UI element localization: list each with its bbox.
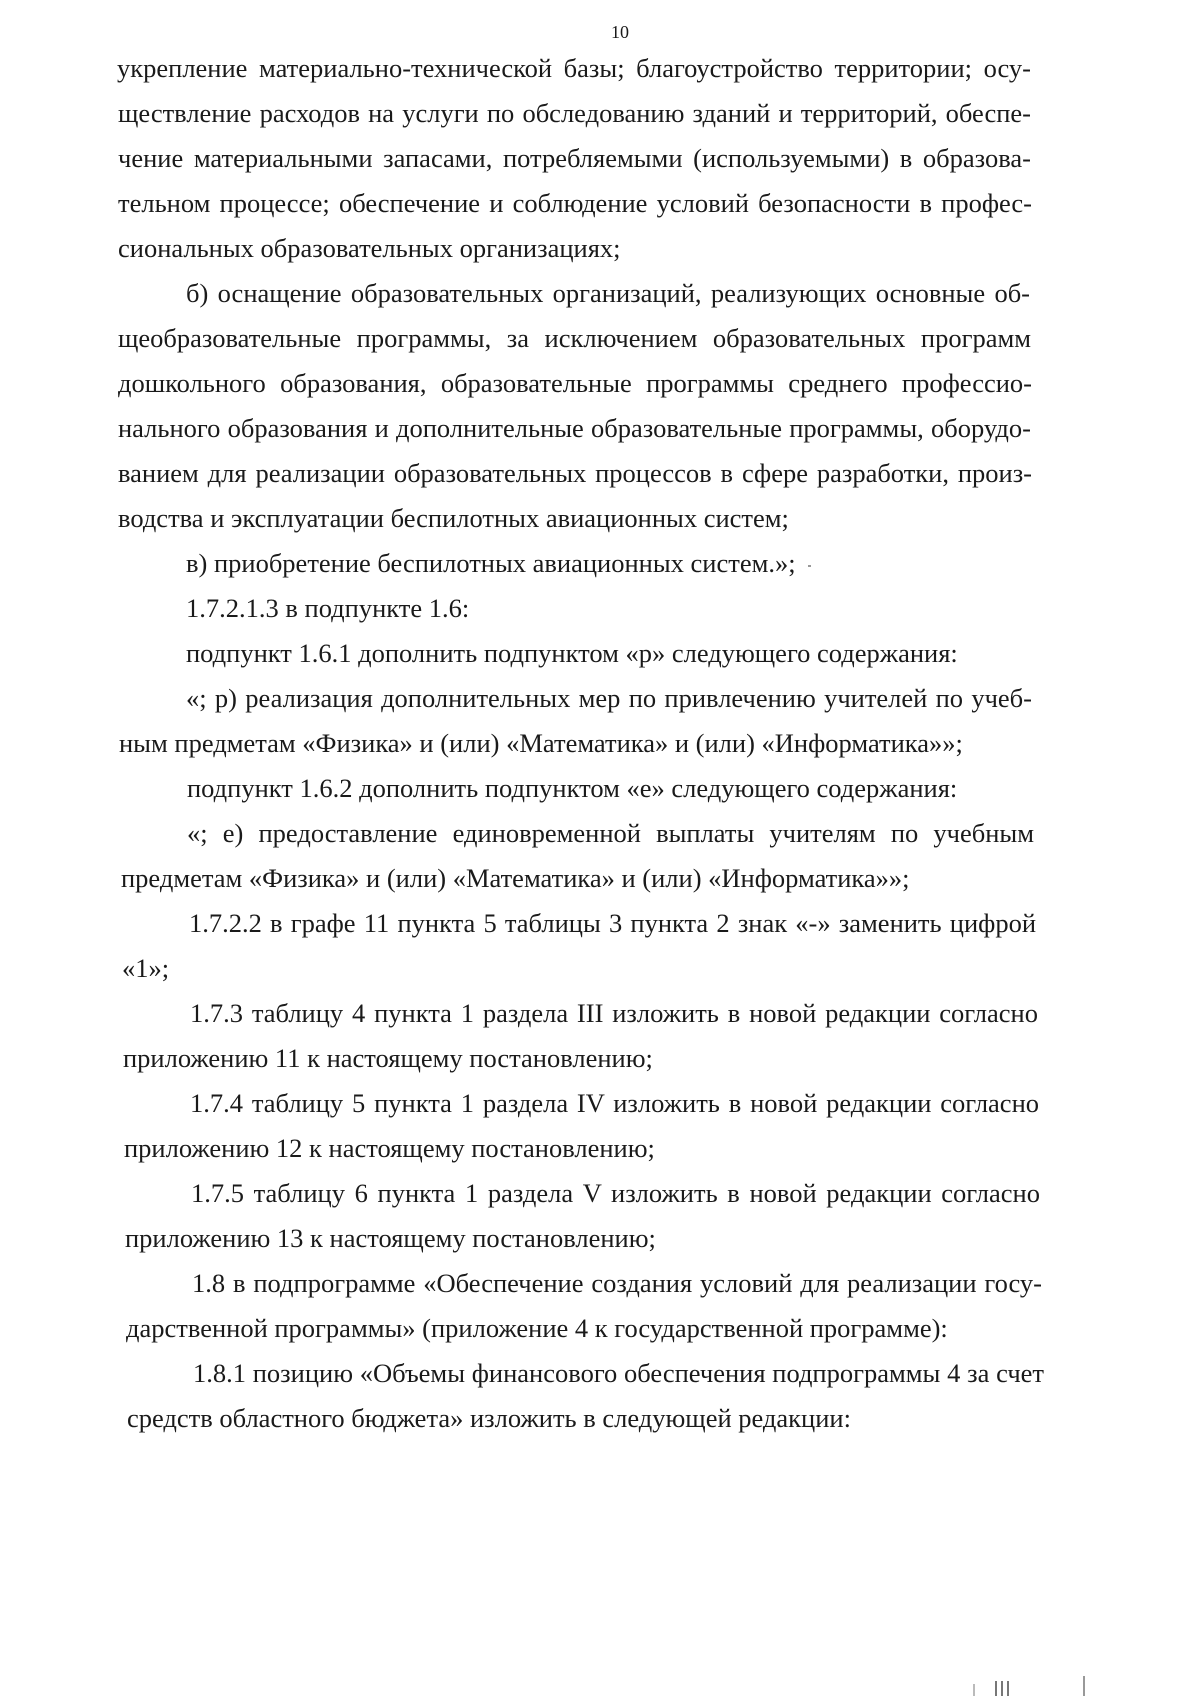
text-line: ванием для реализации образовательных процессов в сфере разработки, произ- <box>118 458 1032 488</box>
text-line: тельном процессе; обеспечение и соблюдение условий безопасности в профес- <box>118 188 1032 218</box>
text-line: чение материальными запасами, потребляемыми (используемыми) в образова- <box>118 143 1031 173</box>
text-line: подпункт 1.6.2 дополнить подпунктом «е» следующего содержания: <box>187 773 958 803</box>
text-line: б) оснащение образовательных организаций, реализующих основные об- <box>186 278 1030 308</box>
text-line: предметам «Физика» и (или) «Математика» и (или) «Информатика»»; <box>121 863 910 893</box>
text-line: укрепление материально-технической базы; благоустройство территории; осу- <box>117 53 1031 83</box>
text-line: водства и эксплуатации беспилотных авиационных систем; <box>118 503 789 533</box>
text-line: ным предметам «Физика» и (или) «Математика» и (или) «Информатика»»; <box>119 728 963 758</box>
text-line: приложению 11 к настоящему постановлению; <box>123 1043 653 1073</box>
text-line: 1.7.5 таблицу 6 пункта 1 раздела V изложить в новой редакции согласно <box>191 1178 1040 1208</box>
scan-mark <box>1007 1681 1009 1696</box>
scan-mark <box>1001 1681 1003 1696</box>
text-line: «1»; <box>122 953 170 983</box>
scan-speck <box>808 565 811 567</box>
text-line: дарственной программы» (приложение 4 к государственной программе): <box>126 1313 948 1343</box>
text-line: нального образования и дополнительные образовательные программы, оборудо- <box>118 413 1031 443</box>
text-line: ществление расходов на услуги по обследованию зданий и территорий, обеспе- <box>118 98 1031 128</box>
text-line: дошкольного образования, образовательные программы среднего профессио- <box>118 368 1032 398</box>
text-line: щеобразовательные программы, за исключением образовательных программ <box>118 323 1031 353</box>
text-line: 1.7.4 таблицу 5 пункта 1 раздела IV изложить в новой редакции согласно <box>190 1088 1039 1118</box>
page-number: 10 <box>611 22 629 42</box>
text-line: сиональных образовательных организациях; <box>118 233 621 263</box>
text-line: «; е) предоставление единовременной выплаты учителям по учебным <box>187 818 1034 848</box>
text-line: 1.7.2.2 в графе 11 пункта 5 таблицы 3 пункта 2 знак «-» заменить цифрой <box>189 908 1036 938</box>
scan-mark <box>973 1684 975 1696</box>
text-line: приложению 12 к настоящему постановлению; <box>124 1133 655 1163</box>
text-line: 1.8.1 позицию «Объемы финансового обеспечения подпрограммы 4 за счет <box>193 1358 1044 1388</box>
text-line: в) приобретение беспилотных авиационных систем.»; <box>186 548 796 578</box>
text-line: 1.7.2.1.3 в подпункте 1.6: <box>186 593 470 623</box>
text-line: приложению 13 к настоящему постановлению; <box>125 1223 656 1253</box>
scan-mark <box>1083 1676 1085 1696</box>
text-line: «; р) реализация дополнительных мер по привлечению учителей по учеб- <box>186 683 1032 713</box>
text-line: средств областного бюджета» изложить в следующей редакции: <box>127 1403 851 1433</box>
text-line: подпункт 1.6.1 дополнить подпунктом «р» следующего содержания: <box>186 638 958 668</box>
scan-mark <box>995 1681 997 1696</box>
text-line: 1.8 в подпрограмме «Обеспечение создания условий для реализации госу- <box>192 1268 1042 1298</box>
text-line: 1.7.3 таблицу 4 пункта 1 раздела III изложить в новой редакции согласно <box>190 998 1038 1028</box>
